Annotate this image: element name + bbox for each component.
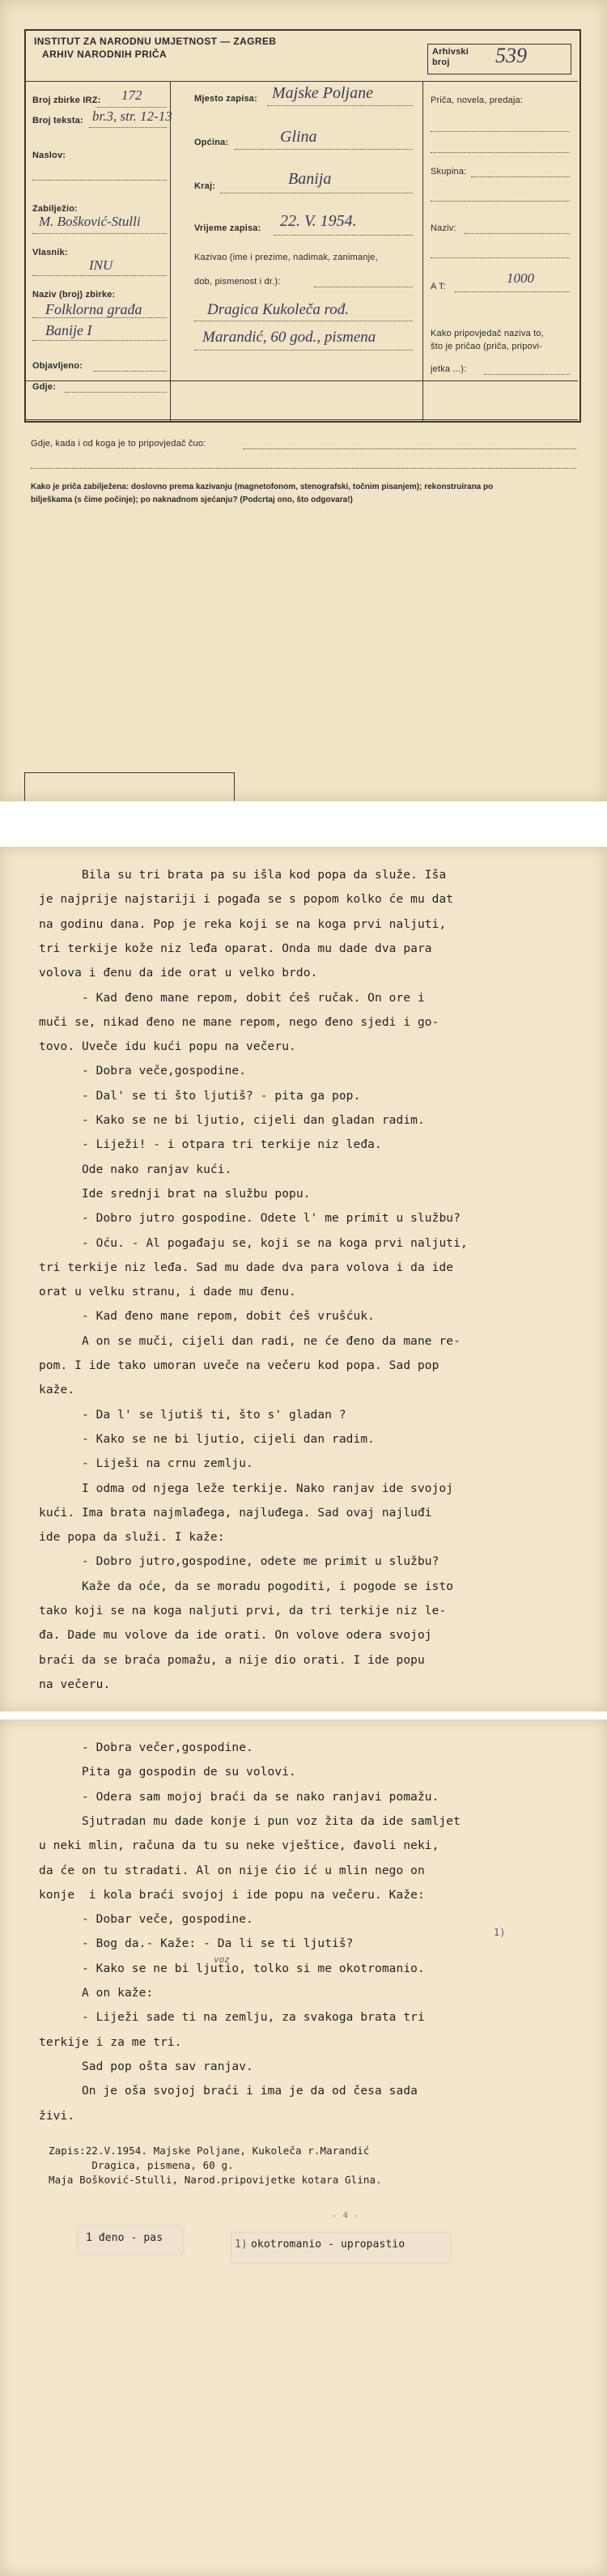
from-whom-label: Gdje, kada i od koga je to pripovjedač čuo: bbox=[31, 439, 206, 448]
text-line: ide popa da služi. I kaže: bbox=[39, 1531, 225, 1545]
text-line: tako koji se na koga naljuti prvi, da tri terkije niz le- bbox=[39, 1605, 447, 1617]
how-recorded-label-2: bilješkama (s čime počinje); po naknadnom sjećanju? (Podcrtaj ono, što odgovara!) bbox=[31, 495, 353, 504]
story-type-label: Priča, novela, predaja: bbox=[431, 96, 524, 105]
place-label: Mjesto zapisa: bbox=[194, 94, 257, 104]
municipality-label: Općina: bbox=[194, 138, 229, 147]
catalog-card bbox=[0, 0, 607, 801]
where-label: Gdje: bbox=[32, 382, 57, 392]
text-line: kaže. bbox=[39, 1384, 75, 1397]
name-label: Naziv: bbox=[431, 223, 456, 233]
text-line: - Kako se ne bi ljutio, tolko si me okotromanio. bbox=[39, 1962, 425, 1975]
text-line: - Kako se ne bi ljutio, cijeli dan gladan radim. bbox=[39, 1114, 425, 1127]
text-line: Ode nako ranjav kući. bbox=[39, 1163, 232, 1176]
text-line: - Kad đeno mane repom, dobit ćeš ručak. On ore i bbox=[39, 991, 425, 1005]
typed-page-2 bbox=[0, 1719, 607, 2576]
text-line: muči se, nikad đeno ne mane repom, nego đeno sjedi i go- bbox=[39, 1015, 439, 1029]
page1-text bbox=[39, 863, 581, 1705]
page2-text bbox=[39, 1736, 581, 2140]
footnote-right-text: okotromanio - upropastio bbox=[251, 2238, 405, 2251]
text-line: živi. bbox=[39, 2109, 75, 2123]
collector-label: Zabilježio: bbox=[32, 204, 78, 214]
institute-header: INSTITUT ZA NARODNU UMJETNOST — ZAGREB bbox=[34, 36, 277, 47]
text-line: tovo. Uveče idu kući popu na večeru. bbox=[39, 1040, 296, 1054]
group-label: Skupina: bbox=[431, 167, 467, 176]
handwritten-insert-voz: voz bbox=[214, 1954, 230, 1965]
collection-number-label: Broj zbirke IRZ: bbox=[32, 96, 101, 105]
typed-page-1 bbox=[0, 847, 607, 1711]
text-line: - Dobar veče, gospodine. bbox=[39, 1913, 253, 1927]
title-label: Naslov: bbox=[32, 151, 66, 160]
page-number: - 4 - bbox=[332, 2210, 359, 2221]
date-value: 22. V. 1954. bbox=[280, 212, 357, 230]
card-bottom-box bbox=[24, 772, 235, 801]
text-line: da će on tu stradati. Al on nije ćio ić u mlin nego on bbox=[39, 1864, 425, 1877]
footnote-left-text: 1 đeno - pas bbox=[86, 2232, 163, 2244]
text-number-label: Broj teksta: bbox=[32, 116, 83, 125]
owner-label: Vlasnik: bbox=[32, 248, 68, 257]
text-line: A on kaže: bbox=[39, 1987, 154, 2000]
collection-name-value-1: Folklorna građa bbox=[45, 301, 142, 317]
text-line: A on se muči, cijeli dan radi, ne će đeno da mane re- bbox=[39, 1334, 461, 1348]
footnote-slip-left bbox=[78, 2226, 183, 2254]
narrator-value-1: Dragica Kukoleča rođ. bbox=[207, 301, 350, 318]
text-line: kući. Ima brata najmlađega, najluđega. Sad ovaj najluđi bbox=[39, 1506, 432, 1520]
text-line: - Dobra večer,gospodine. bbox=[39, 1741, 253, 1754]
how-told-label-3: jetka ...): bbox=[431, 364, 467, 374]
text-line: đa. Dade mu volove da ide orati. On volove odera svojoj bbox=[39, 1629, 432, 1643]
text-line: Pita ga gospodin de su volovi. bbox=[39, 1766, 296, 1779]
text-line: tri terkije kože niz leđa oparat. Onda mu dade dva para bbox=[39, 942, 432, 955]
text-line: - Kako se ne bi ljutio, cijeli dan radim. bbox=[39, 1432, 375, 1446]
footnote-right-mark: 1) bbox=[235, 2238, 248, 2251]
collection-name-value-2: Banije I bbox=[45, 322, 92, 338]
text-line: - Dobra veče,gospodine. bbox=[39, 1065, 247, 1078]
archive-header: ARHIV NARODNIH PRIČA bbox=[42, 49, 168, 60]
text-line: pom. I ide tako umoran uveče na večeru kod popa. Sad pop bbox=[39, 1359, 439, 1372]
footnote-marker: 1) bbox=[494, 1927, 506, 1938]
text-line: On je oša svojoj braći i ima je da od česa sada bbox=[39, 2085, 418, 2098]
text-line: - Da l' se ljutiš ti, što s' gladan ? bbox=[39, 1408, 346, 1422]
archive-number-label: Arhivski broj bbox=[432, 47, 469, 67]
signature-line-1: Zapis:22.V.1954. Majske Poljane, Kukoleča r.Marandić bbox=[49, 2145, 370, 2157]
text-line: I odma od njega leže terkije. Nako ranjav ide svojoj bbox=[39, 1481, 454, 1495]
owner-value: INU bbox=[89, 257, 113, 273]
signature-line-2: Dragica, pismena, 60 g. bbox=[49, 2159, 234, 2171]
published-label: Objavljeno: bbox=[32, 361, 83, 371]
how-recorded-label-1: Kako je priča zabilježena: doslovno prema kazivanju (magnetofonom, stenografski, točnim pisanjem); rekonstruirana po bbox=[31, 482, 494, 491]
text-line: - Oću. - Al pogađaju se, koji se na koga prvi naljuti, bbox=[39, 1236, 468, 1250]
text-line: - Dal' se ti što ljutiš? - pita ga pop. bbox=[39, 1089, 361, 1103]
footnote-slip-right bbox=[231, 2233, 450, 2262]
date-label: Vrijeme zapisa: bbox=[194, 223, 261, 233]
text-line: - Liježi sade ti na zemlju, za svakoga brata tri bbox=[39, 2011, 425, 2025]
text-line: je najprije najstariji i pogađa se s popom kolko će mu dat bbox=[39, 893, 454, 907]
text-line: - Dobro jutro gospodine. Odete l' me primit u službu? bbox=[39, 1212, 461, 1226]
municipality-value: Glina bbox=[280, 128, 317, 146]
text-line: - Bog da.- Kaže: - Da li se ti ljutiš? bbox=[39, 1937, 354, 1951]
text-line: - Liješi na crnu zemlju. bbox=[39, 1457, 253, 1471]
text-line: u neki mlin, računa da tu su neke vještice, đavoli neki, bbox=[39, 1839, 439, 1853]
text-number-value: br.3, str. 12-13 bbox=[92, 108, 172, 124]
text-line: Bila su tri brata pa su išla kod popa da služe. Iša bbox=[39, 869, 447, 882]
text-line: braći da se braća pomažu, a nije dio orati. I ide popu bbox=[39, 1653, 425, 1667]
text-line: Sjutradan mu dade konje i pun voz žita da ide samljet bbox=[39, 1814, 461, 1828]
archive-number-value: 539 bbox=[495, 44, 527, 67]
text-line: Sad pop ošta sav ranjav. bbox=[39, 2060, 253, 2073]
at-label: A T: bbox=[431, 282, 446, 291]
text-line: terkije i za me tri. bbox=[39, 2035, 182, 2049]
text-line: na godinu dana. Pop je reka koji se na koga prvi naljuti, bbox=[39, 917, 447, 931]
narrator-value-2: Marandić, 60 god., pismena bbox=[202, 329, 376, 346]
place-value: Majske Poljane bbox=[272, 84, 373, 102]
collection-name-label: Naziv (broj) zbirke: bbox=[32, 290, 116, 300]
text-line: - Liježi! - i otpara tri terkije niz leđa. bbox=[39, 1138, 382, 1152]
text-line: na večeru. bbox=[39, 1677, 111, 1691]
text-line: tri terkije niz leđa. Sad mu dade dva para volova i da ide bbox=[39, 1260, 454, 1274]
text-line: volova i đenu da ide orat u velko brdo. bbox=[39, 967, 318, 980]
collection-number-value: 172 bbox=[121, 87, 142, 103]
collector-value: M. Bošković-Stulli bbox=[39, 214, 141, 229]
text-line: Ide srednji brat na službu popu. bbox=[39, 1187, 311, 1201]
region-value: Banija bbox=[288, 170, 332, 188]
text-line: - Kad đeno mane repom, dobit ćeš vrušćuk. bbox=[39, 1310, 375, 1324]
text-line: orat u velku stranu, i dade mu đenu. bbox=[39, 1286, 296, 1299]
at-value: 1000 bbox=[507, 270, 534, 286]
region-label: Kraj: bbox=[194, 181, 216, 191]
text-line: - Dobro jutro,gospodine, odete me primit u službu? bbox=[39, 1555, 439, 1569]
text-line: Kaže da oće, da se moradu pogoditi, i pogode se isto bbox=[39, 1579, 454, 1593]
narrator-label-2: dob, pismenost i dr.): bbox=[194, 277, 281, 287]
text-line: - Odera sam mojoj braći da se nako ranjavi pomažu. bbox=[39, 1790, 439, 1804]
how-told-label-2: što je pričao (priča, pripovi- bbox=[431, 342, 543, 351]
narrator-label-1: Kazivao (ime i prezime, nadimak, zanimanje, bbox=[194, 253, 378, 262]
how-told-label-1: Kako pripovjedač naziva to, bbox=[431, 329, 544, 338]
text-line: konje i kola braći svojoj i ide popu na večeru. Kaže: bbox=[39, 1888, 425, 1902]
signature-line-3: Maja Bošković-Stulli, Narod.pripovijetke kotara Glina. bbox=[49, 2174, 382, 2186]
